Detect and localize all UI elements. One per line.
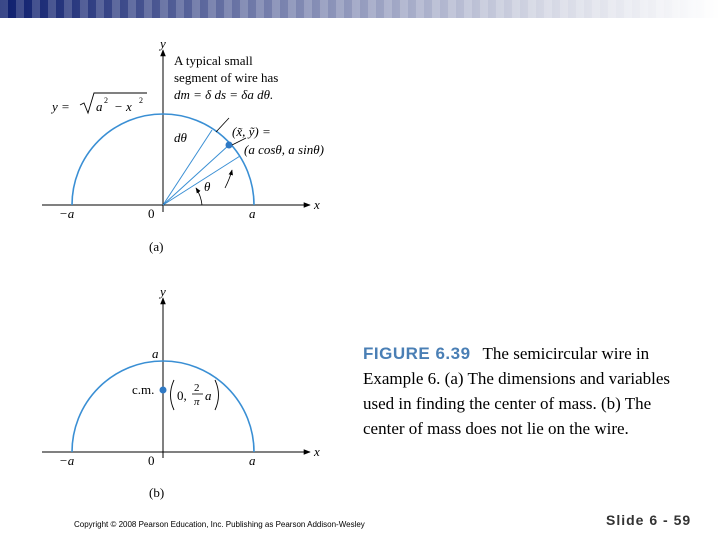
panel-a-figure (42, 36, 324, 254)
caption-text: The semicircular wire in Example 6. (a) The dimensions and variables used in finding the center of mass. (b) The center of mass does not lie on the wire. (363, 344, 671, 438)
panel-b-neg-a: −a (59, 453, 75, 468)
panel-a-curve-equation (50, 93, 147, 114)
coord-a: a (205, 388, 212, 403)
panel-a-dtheta-arrow (225, 170, 232, 188)
copyright-notice: Copyright © 2008 Pearson Education, Inc. Publishing as Pearson Addison-Wesley (74, 520, 365, 529)
eq-a: a (96, 99, 103, 114)
panel-a-x-label: x (314, 197, 320, 212)
coord-open: 0, (177, 388, 187, 403)
panel-a-note-line2: segment of wire has (174, 70, 279, 85)
left-paren-icon (171, 380, 175, 410)
panel-a-pos-a: a (249, 206, 256, 221)
panel-a-note-line1: A typical small (174, 53, 253, 68)
eq-exp-1: 2 (104, 96, 108, 105)
figure-caption (363, 341, 683, 441)
panel-a-theta: θ (204, 179, 211, 194)
coord-frac-den: π (194, 396, 200, 408)
panel-a-y-label: y (160, 36, 166, 51)
panel-b-top-a: a (152, 346, 159, 361)
eq-mid: − x (114, 99, 132, 114)
panel-a-note-line3: dm = δ ds = δa dθ. (174, 87, 274, 102)
panel-a-label: (a) (149, 239, 164, 254)
coord-frac-num: 2 (194, 382, 200, 394)
panel-a-dtheta: dθ (174, 130, 187, 145)
figure-label: FIGURE 6.39 (363, 344, 471, 363)
panel-b-label: (b) (149, 485, 165, 500)
panel-a-theta-arc (196, 188, 202, 205)
panel-a-point-label-1: (x̃, ỹ) = (232, 124, 271, 139)
panel-b-cm-label: c.m. (132, 382, 155, 397)
slide-number: Slide 6 - 59 (606, 512, 692, 528)
panel-a-point-label-2: (a cosθ, a sinθ) (244, 142, 324, 157)
eq-exp-2: 2 (139, 96, 143, 105)
panel-b-figure (42, 284, 320, 500)
panel-a-point (226, 142, 233, 149)
eq-lhs: y = (52, 99, 70, 114)
panel-b-cm-coordinates (171, 380, 219, 410)
panel-a-origin: 0 (148, 206, 155, 221)
panel-a-leader (216, 118, 229, 132)
panel-b-x-label: x (314, 444, 320, 459)
panel-b-origin: 0 (148, 453, 155, 468)
panel-b-pos-a: a (249, 453, 256, 468)
panel-b-center-of-mass (160, 387, 167, 394)
panel-b-y-label: y (160, 284, 166, 299)
right-paren-icon (215, 380, 219, 410)
panel-a-neg-a: −a (59, 206, 75, 221)
